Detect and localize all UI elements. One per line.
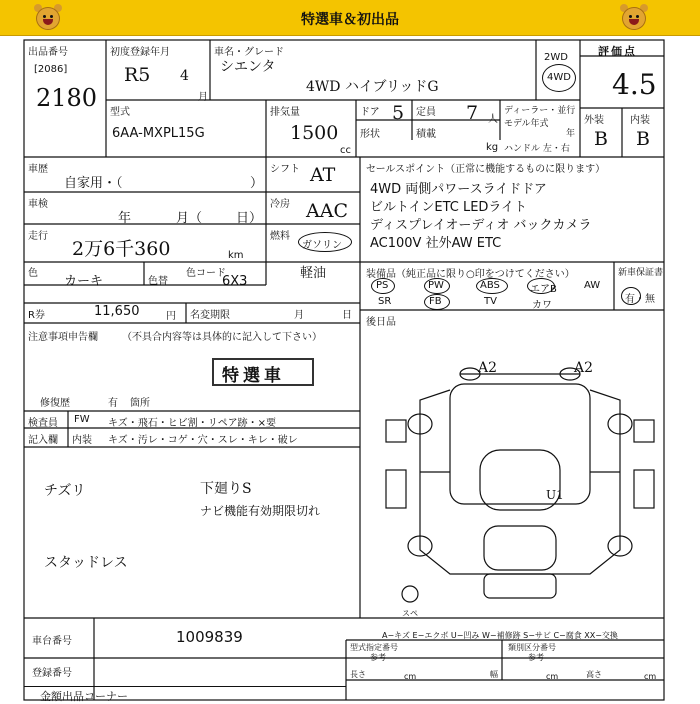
- first-reg-label: 初度登録年月: [110, 47, 170, 58]
- dealer-line2: モデル年式: [504, 119, 549, 129]
- size-type-sub: 参考: [370, 653, 386, 662]
- mileage-value: 2万6千360: [72, 238, 171, 260]
- size-length-unit: cm: [404, 672, 417, 681]
- sales-points-label: セールスポイント（正常に機能するものに限ります）: [366, 164, 606, 175]
- sales-point-line: 4WD 両側パワースライドドア: [370, 182, 547, 197]
- exterior-label: 外装: [584, 115, 604, 126]
- tax-month: 月: [294, 310, 304, 321]
- equip-ps: PS: [376, 280, 389, 291]
- sales-point-line: ビルトインETC LEDライト: [370, 200, 528, 215]
- dealer-line1: ディーラー・並行: [504, 106, 576, 116]
- exterior-grade: B: [594, 128, 608, 150]
- warranty-value: 有・無: [625, 294, 655, 305]
- load-unit: kg: [486, 142, 499, 153]
- equip-abs: ABS: [480, 280, 500, 291]
- damage-mark-a2-right: A2: [574, 360, 594, 376]
- size-width-label: 幅: [490, 670, 498, 679]
- lot-tag: [2086]: [34, 64, 68, 75]
- inspector-row2: キズ・汚レ・コゲ・穴・スレ・キレ・破レ: [108, 435, 298, 446]
- history-close: ）: [250, 176, 264, 191]
- chassis-value: 1009839: [176, 628, 243, 646]
- load-label: 積載: [416, 129, 436, 140]
- equip-airbag: エアB: [530, 284, 557, 295]
- model-value: 6AA-MXPL15G: [112, 126, 205, 141]
- handwritten-note-right1: 下廻りS: [200, 481, 252, 497]
- car-name: シエンタ: [220, 59, 276, 75]
- recycle-unit: 円: [166, 311, 176, 322]
- drive-value: 4WD: [547, 72, 571, 83]
- sales-point-line: ディスプレイオーディオ バックカメラ: [370, 218, 592, 233]
- model-label: 型式: [110, 107, 130, 118]
- car-grade: 4WD ハイブリッドG: [306, 79, 439, 95]
- size-class-header: 類別区分番号: [508, 643, 556, 652]
- handwritten-note-left2: スタッドレス: [44, 555, 128, 571]
- first-reg-month-unit: 月: [198, 92, 208, 103]
- spare-tire-label: スペ: [402, 609, 418, 618]
- dealer-year: 年: [566, 129, 576, 139]
- interior-label: 内装: [630, 115, 650, 126]
- bottom-section-label: 金額出品コーナー: [40, 690, 128, 703]
- tax-label: 名変期限: [190, 310, 230, 321]
- size-length-label: 長さ: [350, 670, 366, 679]
- damage-mark-u1: U1: [546, 488, 564, 502]
- shift-label: シフト: [270, 164, 300, 175]
- damage-legend: A−キズ E−エクボ U−凹み W−補修跡 S−サビ C−腐食 XX−交換: [382, 631, 618, 640]
- equip-sr: SR: [378, 296, 392, 307]
- displacement-label: 排気量: [270, 107, 300, 118]
- repair-label: 修復歴: [40, 398, 70, 409]
- mileage-label: 走行: [28, 231, 48, 242]
- notes-sublabel: （不具合内容等は具体的に記入して下さい）: [122, 332, 322, 343]
- fuel-label: 燃料: [270, 231, 290, 242]
- special-stamp-text: 特選車: [222, 366, 285, 386]
- ac-value: AAC: [306, 200, 348, 222]
- inspection-label: 車検: [28, 199, 48, 210]
- rating-label: 評価点: [598, 45, 637, 58]
- handle-label: ハンドル 左・右: [504, 144, 570, 154]
- inspector-label1: 検査員: [28, 418, 58, 429]
- doors-label: ドア: [360, 107, 380, 118]
- equip-leather: カワ: [532, 300, 552, 311]
- handwritten-note-right2: ナビ機能有効期限切れ: [200, 504, 321, 518]
- repair-place: 箇所: [130, 398, 150, 409]
- recycle-value: 11,650: [94, 304, 140, 319]
- size-width-unit: cm: [546, 672, 559, 681]
- registration-label: 登録番号: [32, 668, 72, 679]
- inspector-row1: キズ・飛石・ヒビ割・リペア跡・×要: [108, 418, 276, 429]
- lot-number: 2180: [36, 84, 98, 112]
- banner-title: 特選車＆初出品: [301, 12, 399, 28]
- size-height-label: 高さ: [586, 670, 602, 679]
- chassis-label: 車台番号: [32, 636, 72, 647]
- inspector-row1-head: FW: [74, 414, 90, 425]
- notes-label: 注意事項申告欄: [28, 332, 98, 343]
- rating-score: 4.5: [612, 68, 657, 101]
- size-class-sub: 参考: [528, 653, 544, 662]
- color-change-label: 色替: [148, 276, 168, 287]
- shape-label: 形状: [360, 129, 380, 140]
- size-height-unit: cm: [644, 672, 657, 681]
- capacity-label: 定員: [416, 107, 436, 118]
- equip-aw: AW: [584, 280, 601, 291]
- recycle-label: R券: [28, 310, 45, 321]
- equip-fb: FB: [429, 296, 442, 307]
- inspector-label2: 記入欄: [28, 435, 58, 446]
- history-value: 自家用・（: [64, 176, 123, 191]
- interior-grade: B: [636, 128, 650, 150]
- color-code-label: 色コード: [186, 268, 226, 279]
- car-body-diagram: [380, 360, 660, 610]
- repair-value: 有: [108, 398, 118, 409]
- first-reg-month: 4: [180, 68, 189, 84]
- handwritten-note-left1: チズリ: [44, 483, 86, 499]
- fuel-gas: ガソリン: [302, 240, 342, 251]
- rear-items-label: 後日品: [366, 317, 396, 328]
- shift-value: AT: [310, 164, 336, 186]
- sales-point-line: AC100V 社外AW ETC: [370, 236, 502, 251]
- inspection-day: 日）: [236, 211, 263, 226]
- equip-pw: PW: [428, 280, 444, 291]
- displacement-unit: cc: [340, 145, 351, 156]
- ac-label: 冷房: [270, 199, 290, 210]
- color-code: 6X3: [222, 274, 248, 289]
- mileage-unit: km: [228, 250, 244, 261]
- equip-tv: TV: [484, 296, 497, 307]
- car-label: 車名・グレード: [214, 47, 284, 58]
- tax-day: 日: [342, 310, 352, 321]
- color-label: 色: [28, 268, 38, 279]
- size-type-header: 型式指定番号: [350, 643, 398, 652]
- inspection-year: 年: [118, 211, 132, 226]
- fuel-diesel: 軽油: [300, 266, 327, 281]
- inspection-month: 月（: [176, 211, 203, 226]
- warranty-label: 新車保証書: [618, 268, 664, 278]
- first-reg-era: R5: [124, 64, 151, 86]
- history-label: 車歴: [28, 164, 48, 175]
- capacity-value: 7: [466, 102, 479, 124]
- damage-mark-a2-left: A2: [478, 360, 498, 376]
- lot-label: 出品番号: [28, 47, 68, 58]
- color-value: カーキ: [64, 274, 104, 289]
- inspector-row2-head: 内装: [72, 435, 92, 446]
- capacity-unit: 人: [488, 114, 498, 125]
- displacement-value: 1500: [290, 122, 339, 144]
- drive-2wd-label: 2WD: [544, 52, 568, 63]
- equipment-label: 装備品（純正品に限り○印をつけてください）: [366, 269, 575, 280]
- doors-value: 5: [392, 102, 405, 124]
